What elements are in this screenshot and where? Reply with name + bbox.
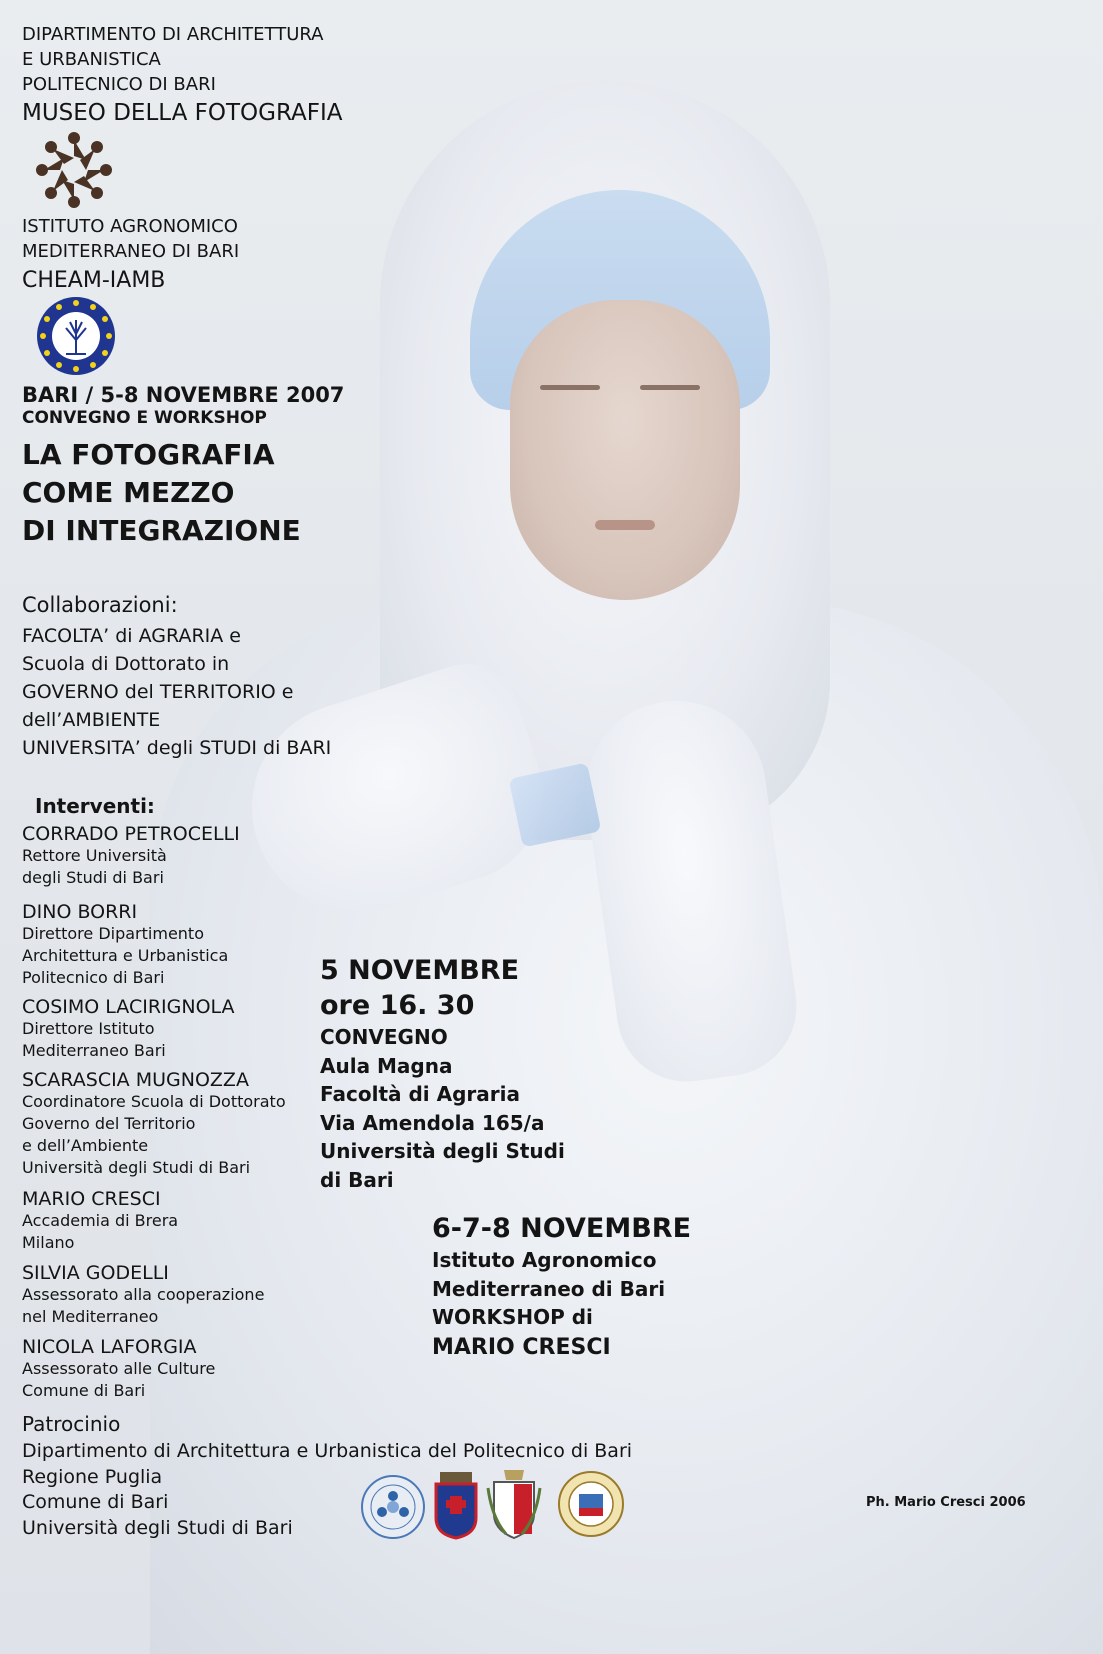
workshop-line: Mediterraneo di Bari: [432, 1276, 666, 1301]
dept-line: E URBANISTICA: [22, 49, 161, 70]
speaker-name: SILVIA GODELLI: [22, 1262, 169, 1284]
title-line: LA FOTOGRAFIA: [22, 438, 275, 471]
speaker-entry: [22, 1069, 286, 1179]
speaker-role: Mediterraneo Bari: [22, 1041, 166, 1060]
cheam-iamb-label: CHEAM-IAMB: [22, 268, 166, 293]
workshop-date: 6-7-8 NOVEMBRE: [432, 1213, 692, 1244]
workshop-name: MARIO CRESCI: [432, 1334, 611, 1360]
speaker-role: Governo del Territorio: [22, 1114, 196, 1133]
interventi-heading: Interventi:: [35, 794, 155, 818]
title-line: DI INTEGRAZIONE: [22, 514, 301, 547]
collab-line: Scuola di Dottorato in: [22, 653, 230, 675]
collab-line: GOVERNO del TERRITORIO e: [22, 681, 294, 703]
universita-seal-icon: [557, 1470, 625, 1538]
collab-line: UNIVERSITA’ degli STUDI di BARI: [22, 737, 332, 759]
speaker-role: Direttore Istituto: [22, 1019, 155, 1038]
speaker-role: Politecnico di Bari: [22, 968, 165, 987]
workshop-block: [432, 1212, 691, 1364]
speaker-role: e dell’Ambiente: [22, 1136, 149, 1155]
speaker-entry: [22, 823, 240, 889]
speaker-role: Accademia di Brera: [22, 1211, 179, 1230]
eye-right: [640, 385, 700, 390]
patrocinio-line: Università degli Studi di Bari: [22, 1516, 293, 1539]
speaker-entry: [22, 1336, 215, 1402]
convegno-date: 5 NOVEMBRE: [320, 955, 520, 986]
convegno-line: di Bari: [320, 1167, 394, 1192]
istituto-line: ISTITUTO AGRONOMICO: [22, 216, 238, 237]
cheam-iamb-logo-icon: [36, 296, 116, 376]
speaker-name: MARIO CRESCI: [22, 1188, 161, 1210]
politecnico-seal-icon: [360, 1474, 426, 1540]
dept-line: DIPARTIMENTO DI ARCHITETTURA: [22, 24, 324, 45]
convegno-line: Università degli Studi: [320, 1139, 565, 1163]
speaker-role: Direttore Dipartimento: [22, 924, 204, 943]
speaker-role: Assessorato alla cooperazione: [22, 1285, 265, 1304]
face-figure: [510, 300, 740, 600]
convegno-line: CONVEGNO: [320, 1025, 448, 1049]
dept-line: POLITECNICO DI BARI: [22, 74, 216, 95]
eye-left: [540, 385, 600, 390]
istituto-name: [22, 214, 239, 264]
speaker-name: SCARASCIA MUGNOZZA: [22, 1069, 249, 1091]
collaborazioni-heading: Collaborazioni:: [22, 593, 178, 617]
speaker-entry: [22, 996, 235, 1062]
museo-logo-icon: [34, 130, 114, 210]
istituto-line: MEDITERRANEO DI BARI: [22, 241, 240, 262]
department-name: [22, 22, 323, 97]
speaker-entry: [22, 1188, 178, 1254]
event-subtitle: CONVEGNO E WORKSHOP: [22, 408, 267, 428]
speaker-name: DINO BORRI: [22, 901, 138, 923]
speaker-name: CORRADO PETROCELLI: [22, 823, 240, 845]
speaker-role: Rettore Università: [22, 846, 167, 865]
speaker-role: Comune di Bari: [22, 1381, 146, 1400]
speaker-role: Coordinatore Scuola di Dottorato: [22, 1092, 286, 1111]
comune-crest-icon: [486, 1468, 542, 1540]
speaker-role: Architettura e Urbanistica: [22, 946, 229, 965]
speaker-name: COSIMO LACIRIGNOLA: [22, 996, 235, 1018]
collaborazioni-list: [22, 622, 331, 762]
provincia-crest-icon: [432, 1470, 480, 1540]
speaker-role: degli Studi di Bari: [22, 868, 164, 887]
museo-title: MUSEO DELLA FOTOGRAFIA: [22, 100, 343, 126]
photo-credit: Ph. Mario Cresci 2006: [866, 1495, 1026, 1510]
speaker-role: Università degli Studi di Bari: [22, 1158, 251, 1177]
event-title: [22, 436, 301, 550]
speaker-entry: [22, 901, 228, 989]
convegno-line: Via Amendola 165/a: [320, 1110, 545, 1135]
speaker-role: Assessorato alle Culture: [22, 1359, 216, 1378]
patrocinio-line: Comune di Bari: [22, 1491, 169, 1513]
convegno-block: [320, 953, 565, 1194]
workshop-line: WORKSHOP di: [432, 1305, 593, 1329]
patrocinio-line: Regione Puglia: [22, 1465, 163, 1488]
speaker-name: NICOLA LAFORGIA: [22, 1336, 197, 1358]
patrocinio-heading: Patrocinio: [22, 1412, 121, 1436]
event-date-line: BARI / 5-8 NOVEMBRE 2007: [22, 383, 345, 407]
convegno-time: ore 16. 30: [320, 990, 475, 1021]
title-line: COME MEZZO: [22, 476, 235, 509]
speaker-entry: [22, 1262, 264, 1328]
workshop-line: Istituto Agronomico: [432, 1248, 657, 1272]
speaker-role: nel Mediterraneo: [22, 1307, 159, 1326]
collab-line: dell’AMBIENTE: [22, 709, 161, 731]
patrocinio-line: Dipartimento di Architettura e Urbanistica del Politecnico di Bari: [22, 1440, 633, 1462]
speaker-role: Milano: [22, 1233, 75, 1252]
collab-line: FACOLTA’ di AGRARIA e: [22, 625, 241, 647]
convegno-line: Facoltà di Agraria: [320, 1082, 520, 1106]
mouth: [595, 520, 655, 530]
convegno-line: Aula Magna: [320, 1053, 453, 1078]
